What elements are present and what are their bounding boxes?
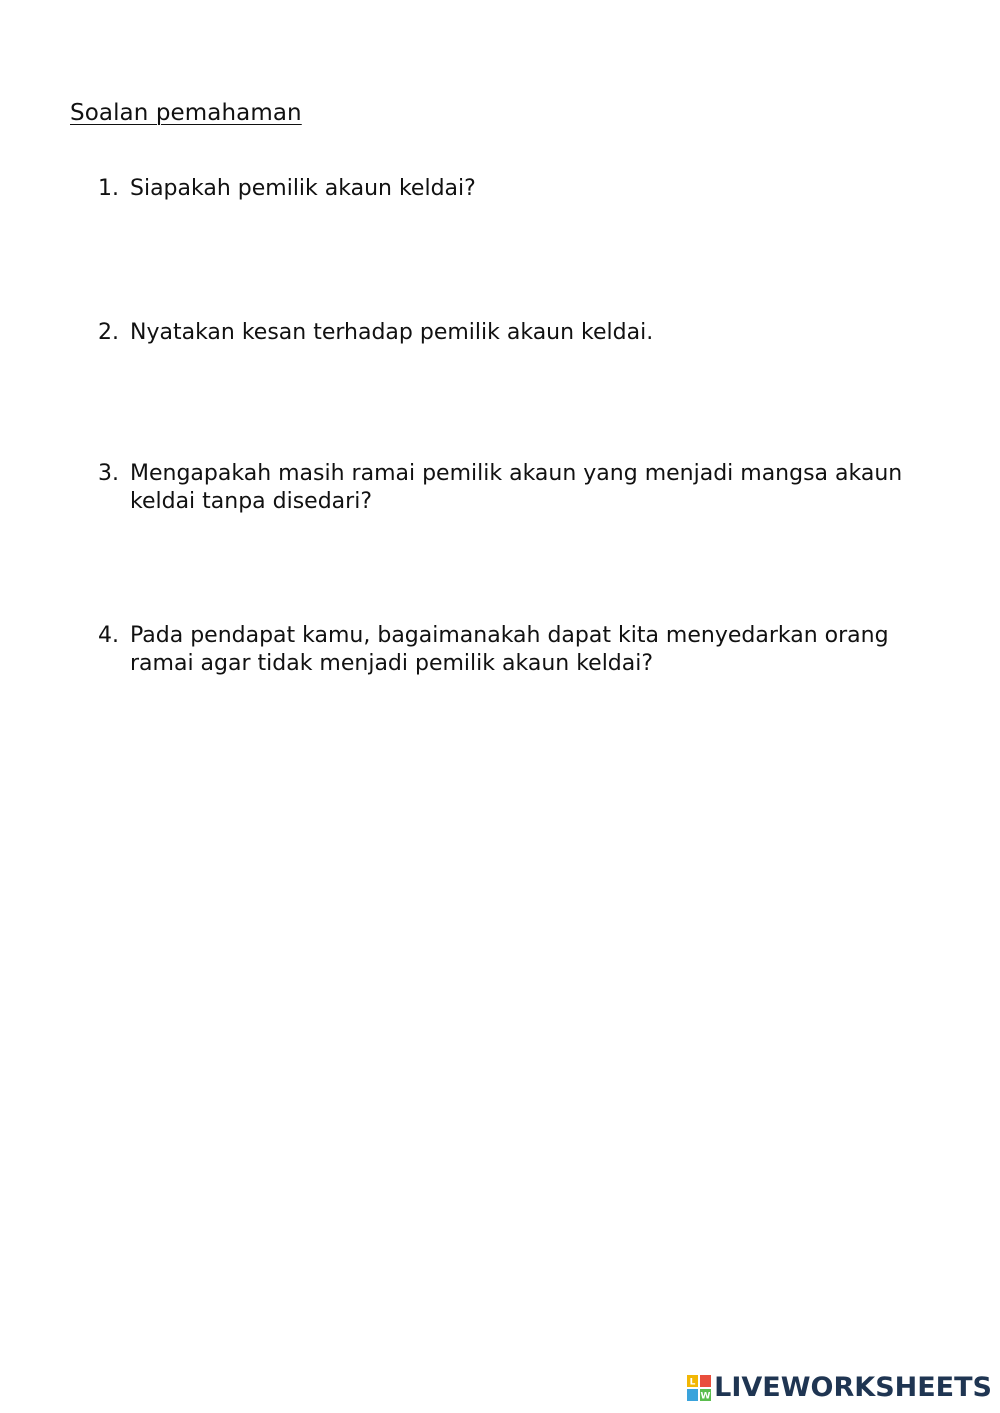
question-text: Siapakah pemilik akaun keldai? <box>130 176 476 201</box>
question-item <box>98 175 918 203</box>
liveworksheets-logo-icon <box>687 1375 711 1401</box>
question-number: 3. <box>98 461 119 486</box>
question-item <box>98 622 918 678</box>
question-number: 4. <box>98 623 119 648</box>
question-text: Mengapakah masih ramai pemilik akaun yang menjadi mangsa akaun keldai tanpa disedari? <box>130 461 903 514</box>
question-text: Pada pendapat kamu, bagaimanakah dapat kita menyedarkan orang ramai agar tidak menjadi pemilik akaun keldai? <box>130 623 889 676</box>
watermark-text: LIVEWORKSHEETS <box>714 1372 992 1403</box>
question-item <box>98 460 918 516</box>
question-number: 1. <box>98 176 119 201</box>
page-title: Soalan pemahaman <box>70 100 302 126</box>
question-number: 2. <box>98 320 119 345</box>
question-text: Nyatakan kesan terhadap pemilik akaun keldai. <box>130 320 654 345</box>
liveworksheets-watermark <box>687 1372 992 1403</box>
svg-text:L: L <box>689 1377 696 1387</box>
question-item <box>98 319 918 347</box>
svg-text:W: W <box>700 1391 711 1401</box>
